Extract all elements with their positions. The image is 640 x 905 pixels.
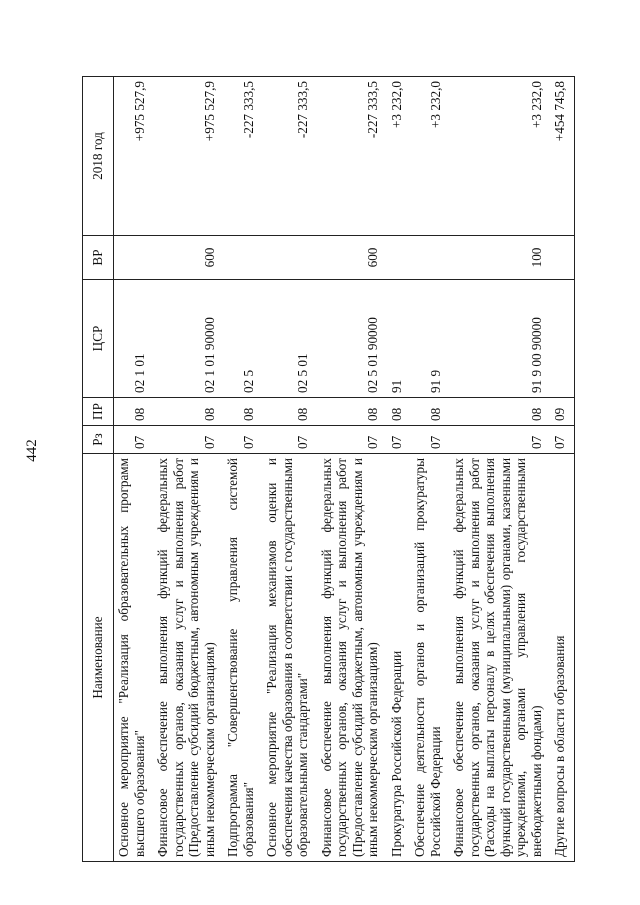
- row-name: Другие вопросы в области образования: [550, 454, 574, 862]
- row-amount: -227 333,5: [262, 77, 317, 236]
- row-vr: [410, 236, 449, 280]
- row-amount: +3 232,0: [387, 77, 411, 236]
- col-header-csr: ЦСР: [83, 280, 114, 398]
- row-rz: 07: [114, 426, 154, 454]
- row-amount: -227 333,5: [317, 77, 387, 236]
- table-row: [550, 77, 574, 862]
- row-amount: +975 527,9: [114, 77, 154, 236]
- row-csr: 91 9 00 90000: [449, 280, 550, 398]
- row-amount: +454 745,8: [550, 77, 574, 236]
- table-row: [262, 77, 317, 862]
- table-row: [387, 77, 411, 862]
- row-pr: 08: [410, 398, 449, 426]
- row-rz: 07: [317, 426, 387, 454]
- row-csr: 02 5: [223, 280, 262, 398]
- row-name: Обеспечение деятельности органов и организаций прокуратуры Российской Федерации: [410, 454, 449, 862]
- row-pr: 08: [262, 398, 317, 426]
- table-row: [317, 77, 387, 862]
- row-vr: 600: [153, 236, 223, 280]
- table-row: [410, 77, 449, 862]
- row-csr: 02 5 01 90000: [317, 280, 387, 398]
- row-csr: 02 1 01: [114, 280, 154, 398]
- row-rz: 07: [262, 426, 317, 454]
- row-rz: 07: [153, 426, 223, 454]
- col-header-rz: Рз: [83, 426, 114, 454]
- row-pr: 08: [317, 398, 387, 426]
- row-rz: 07: [449, 426, 550, 454]
- row-vr: [262, 236, 317, 280]
- budget-table: [82, 76, 575, 862]
- row-vr: [223, 236, 262, 280]
- row-name: Финансовое обеспечение выполнения функций федеральных государственных органов, оказания услуг и выполнения работ (Предоставление субсидий бюджетным, автономным учреждениям и иным некоммерческим организациям): [153, 454, 223, 862]
- table-row: [449, 77, 550, 862]
- row-pr: 08: [114, 398, 154, 426]
- table-row: [223, 77, 262, 862]
- row-csr: 91: [387, 280, 411, 398]
- row-pr: 08: [387, 398, 411, 426]
- row-csr: 91 9: [410, 280, 449, 398]
- row-csr: 02 1 01 90000: [153, 280, 223, 398]
- row-vr: 600: [317, 236, 387, 280]
- row-amount: +3 232,0: [410, 77, 449, 236]
- header-row: [83, 77, 114, 862]
- table-row: [153, 77, 223, 862]
- table-row: [114, 77, 154, 862]
- col-header-amount: 2018 год: [83, 77, 114, 236]
- row-vr: [387, 236, 411, 280]
- row-csr: [550, 280, 574, 398]
- row-name: Финансовое обеспечение выполнения функций федеральных государственных органов, оказания услуг и выполнения работ (Предоставление субсидий бюджетным, автономным учреждениям и иным некоммерческим организациям): [317, 454, 387, 862]
- row-vr: [550, 236, 574, 280]
- col-header-pr: ПР: [83, 398, 114, 426]
- row-csr: 02 5 01: [262, 280, 317, 398]
- row-pr: 08: [449, 398, 550, 426]
- row-pr: 09: [550, 398, 574, 426]
- row-vr: 100: [449, 236, 550, 280]
- row-rz: 07: [550, 426, 574, 454]
- rotated-page: [82, 77, 602, 862]
- row-pr: 08: [223, 398, 262, 426]
- row-rz: 07: [223, 426, 262, 454]
- col-header-name: Наименование: [83, 454, 114, 862]
- row-pr: 08: [153, 398, 223, 426]
- row-amount: +975 527,9: [153, 77, 223, 236]
- row-name: Подпрограмма "Совершенствование управления системой образования": [223, 454, 262, 862]
- page-number: 442: [23, 438, 40, 462]
- row-name: Финансовое обеспечение выполнения функций федеральных государственных органов, оказания услуг и выполнения работ (Расходы на выплаты персоналу в целях обеспечения выполнения функций государственными (муниципальными) органами, казенными учреждениями, органами управления государственными внебюджетными фондами): [449, 454, 550, 862]
- row-name: Основное мероприятие "Реализация образовательных программ высшего образования": [114, 454, 154, 862]
- row-rz: 07: [410, 426, 449, 454]
- row-amount: -227 333,5: [223, 77, 262, 236]
- col-header-vr: ВР: [83, 236, 114, 280]
- row-rz: 07: [387, 426, 411, 454]
- row-name: Прокуратура Российской Федерации: [387, 454, 411, 862]
- row-amount: +3 232,0: [449, 77, 550, 236]
- row-vr: [114, 236, 154, 280]
- row-name: Основное мероприятие "Реализация механизмов оценки и обеспечения качества образования в соответствии с государственными образовательными стандартами": [262, 454, 317, 862]
